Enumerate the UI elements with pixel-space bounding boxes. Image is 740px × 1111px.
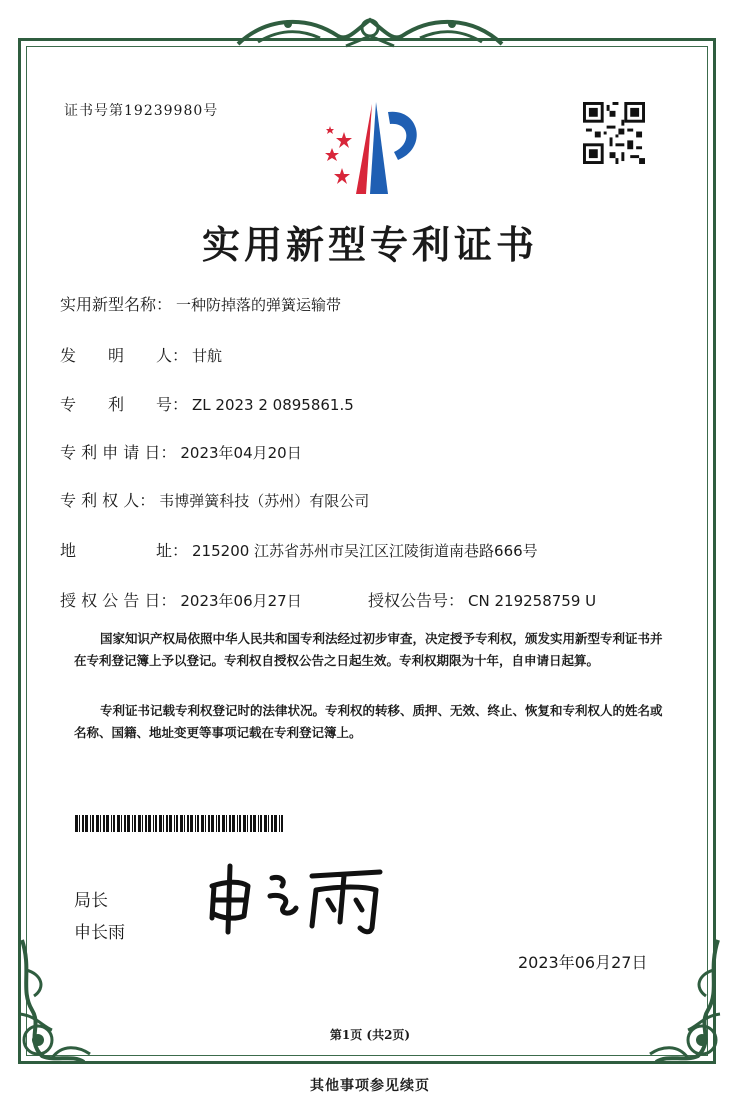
field-grant-date [60,588,302,611]
field-label: 实用新型名称： [60,295,173,314]
field-label: 授 权 公 告 日： [60,591,177,610]
field-value: 甘航 [192,347,223,365]
certificate-title: 实用新型专利证书 [201,223,538,267]
continuation-note: 其他事项参见续页 [310,1078,430,1094]
field-filing-date [60,440,302,463]
field-grant-number [368,588,596,611]
issue-date: 2023年06月27日 [518,953,648,972]
page-indicator: 第1页 (共2页) [329,1028,411,1042]
barcode [75,815,285,832]
statement-paragraph-1: 国家知识产权局依照中华人民共和国专利法经过初步审查，决定授予专利权，颁发实用新型专利证书并在专利登记簿上予以登记。专利权自授权公告之日起生效。专利权期限为十年，自申请日起算。 [74,631,663,668]
certificate-number: 证书号第19239980号 [64,103,219,119]
field-label: 专 利 申 请 日： [60,443,177,462]
field-value: CN 219258759 U [468,592,597,610]
field-patent-number [60,392,354,415]
bottom-left-corner-ornament-icon [12,930,112,1070]
field-value: 韦博弹簧科技（苏州）有限公司 [159,492,370,510]
field-label: 授权公告号： [368,591,465,610]
field-patentee [60,488,369,511]
statement-paragraph-2: 专利证书记载专利权登记时的法律状况。专利权的转移、质押、无效、终止、恢复和专利权人的姓名或名称、国籍、地址变更等事项记载在专利登记簿上。 [74,703,663,740]
field-label: 地 址： [60,541,189,560]
top-ornament-icon [228,6,512,56]
field-value: 2023年04月20日 [180,444,302,462]
field-label: 专 利 号： [60,395,189,414]
field-label: 专 利 权 人： [60,491,156,510]
field-value: 一种防掉落的弹簧运输带 [176,296,342,314]
cnipa-emblem-icon [300,98,430,198]
field-label: 发 明 人： [60,346,189,365]
field-utility-model-name [60,292,341,315]
field-address [60,538,538,561]
signatory-name: 申长雨 [74,923,125,943]
handwritten-signature [200,856,390,936]
field-value: ZL 2023 2 0895861.5 [192,396,354,414]
signatory-title: 局长 [74,891,108,911]
field-inventor [60,343,222,366]
field-value: 2023年06月27日 [180,592,302,610]
qr-code [583,102,645,164]
field-value: 215200 江苏省苏州市吴江区江陵街道南巷路666号 [192,542,538,560]
